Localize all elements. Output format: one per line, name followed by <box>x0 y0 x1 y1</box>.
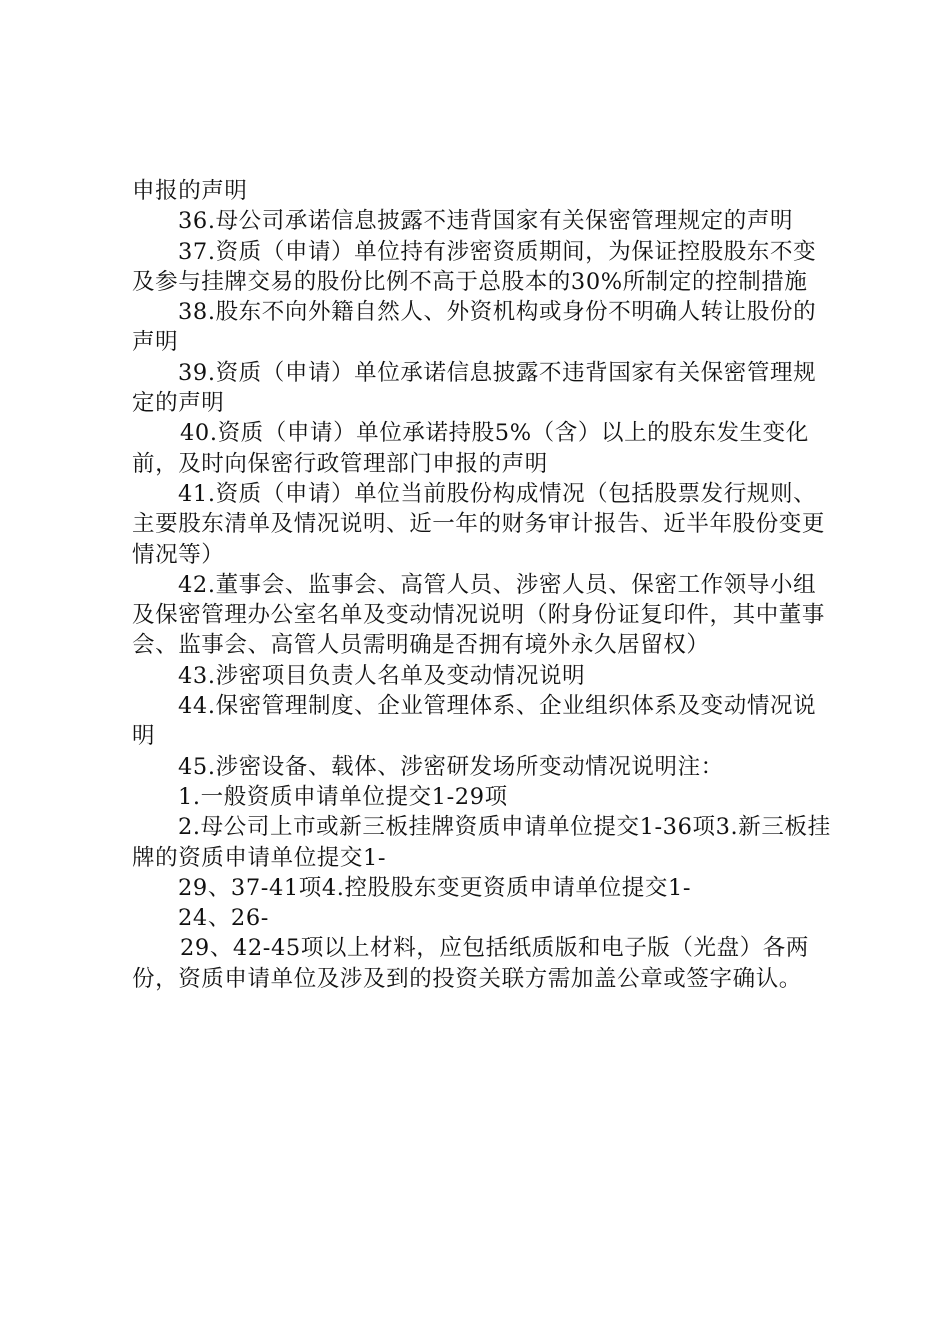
paragraph-item-41: 41.资质（申请）单位当前股份构成情况（包括股票发行规则、主要股东清单及情况说明、近一年的财务审计报告、近半年股份变更情况等） <box>132 480 826 568</box>
paragraph-note-3: 29、37-41项4.控股股东变更资质申请单位提交1- <box>178 874 692 901</box>
paragraph-item-45: 45.涉密设备、载体、涉密研发场所变动情况说明注： <box>178 753 724 780</box>
paragraph-note-5: 29、42-45项以上材料，应包括纸质版和电子版（光盘）各两份，资质申请单位及涉及到的投资关联方需加盖公章或签字确认。 <box>132 935 809 992</box>
paragraph-item-44: 44.保密管理制度、企业管理体系、企业组织体系及变动情况说明 <box>132 693 817 750</box>
paragraph-item-36: 36.母公司承诺信息披露不违背国家有关保密管理规定的声明 <box>178 208 794 235</box>
paragraph-item-37: 37.资质（申请）单位持有涉密资质期间，为保证控股股东不变及参与挂牌交易的股份比例不高于总股本的30%所制定的控制措施 <box>132 238 817 295</box>
paragraph-item-39: 39.资质（申请）单位承诺信息披露不违背国家有关保密管理规定的声明 <box>132 359 817 417</box>
paragraph-note-4: 24、26- <box>178 905 269 932</box>
paragraph-continuation: 申报的声明 <box>132 178 248 204</box>
paragraph-item-40: 40.资质（申请）单位承诺持股5%（含）以上的股东发生变化前，及时向保密行政管理部门申报的声明 <box>132 420 809 477</box>
paragraph-note-2: 2.母公司上市或新三板挂牌资质申请单位提交1-36项3.新三板挂牌的资质申请单位提交1- <box>132 814 831 871</box>
document-page <box>132 176 832 994</box>
paragraph-item-43: 43.涉密项目负责人名单及变动情况说明 <box>178 662 586 689</box>
paragraph-item-38: 38.股东不向外籍自然人、外资机构或身份不明确人转让股份的声明 <box>132 299 817 356</box>
paragraph-note-1: 1.一般资质申请单位提交1-29项 <box>178 783 508 810</box>
paragraph-item-42: 42.董事会、监事会、高管人员、涉密人员、保密工作领导小组及保密管理办公室名单及变动情况说明（附身份证复印件，其中董事会、监事会、高管人员需明确是否拥有境外永久居留权） <box>132 571 826 659</box>
